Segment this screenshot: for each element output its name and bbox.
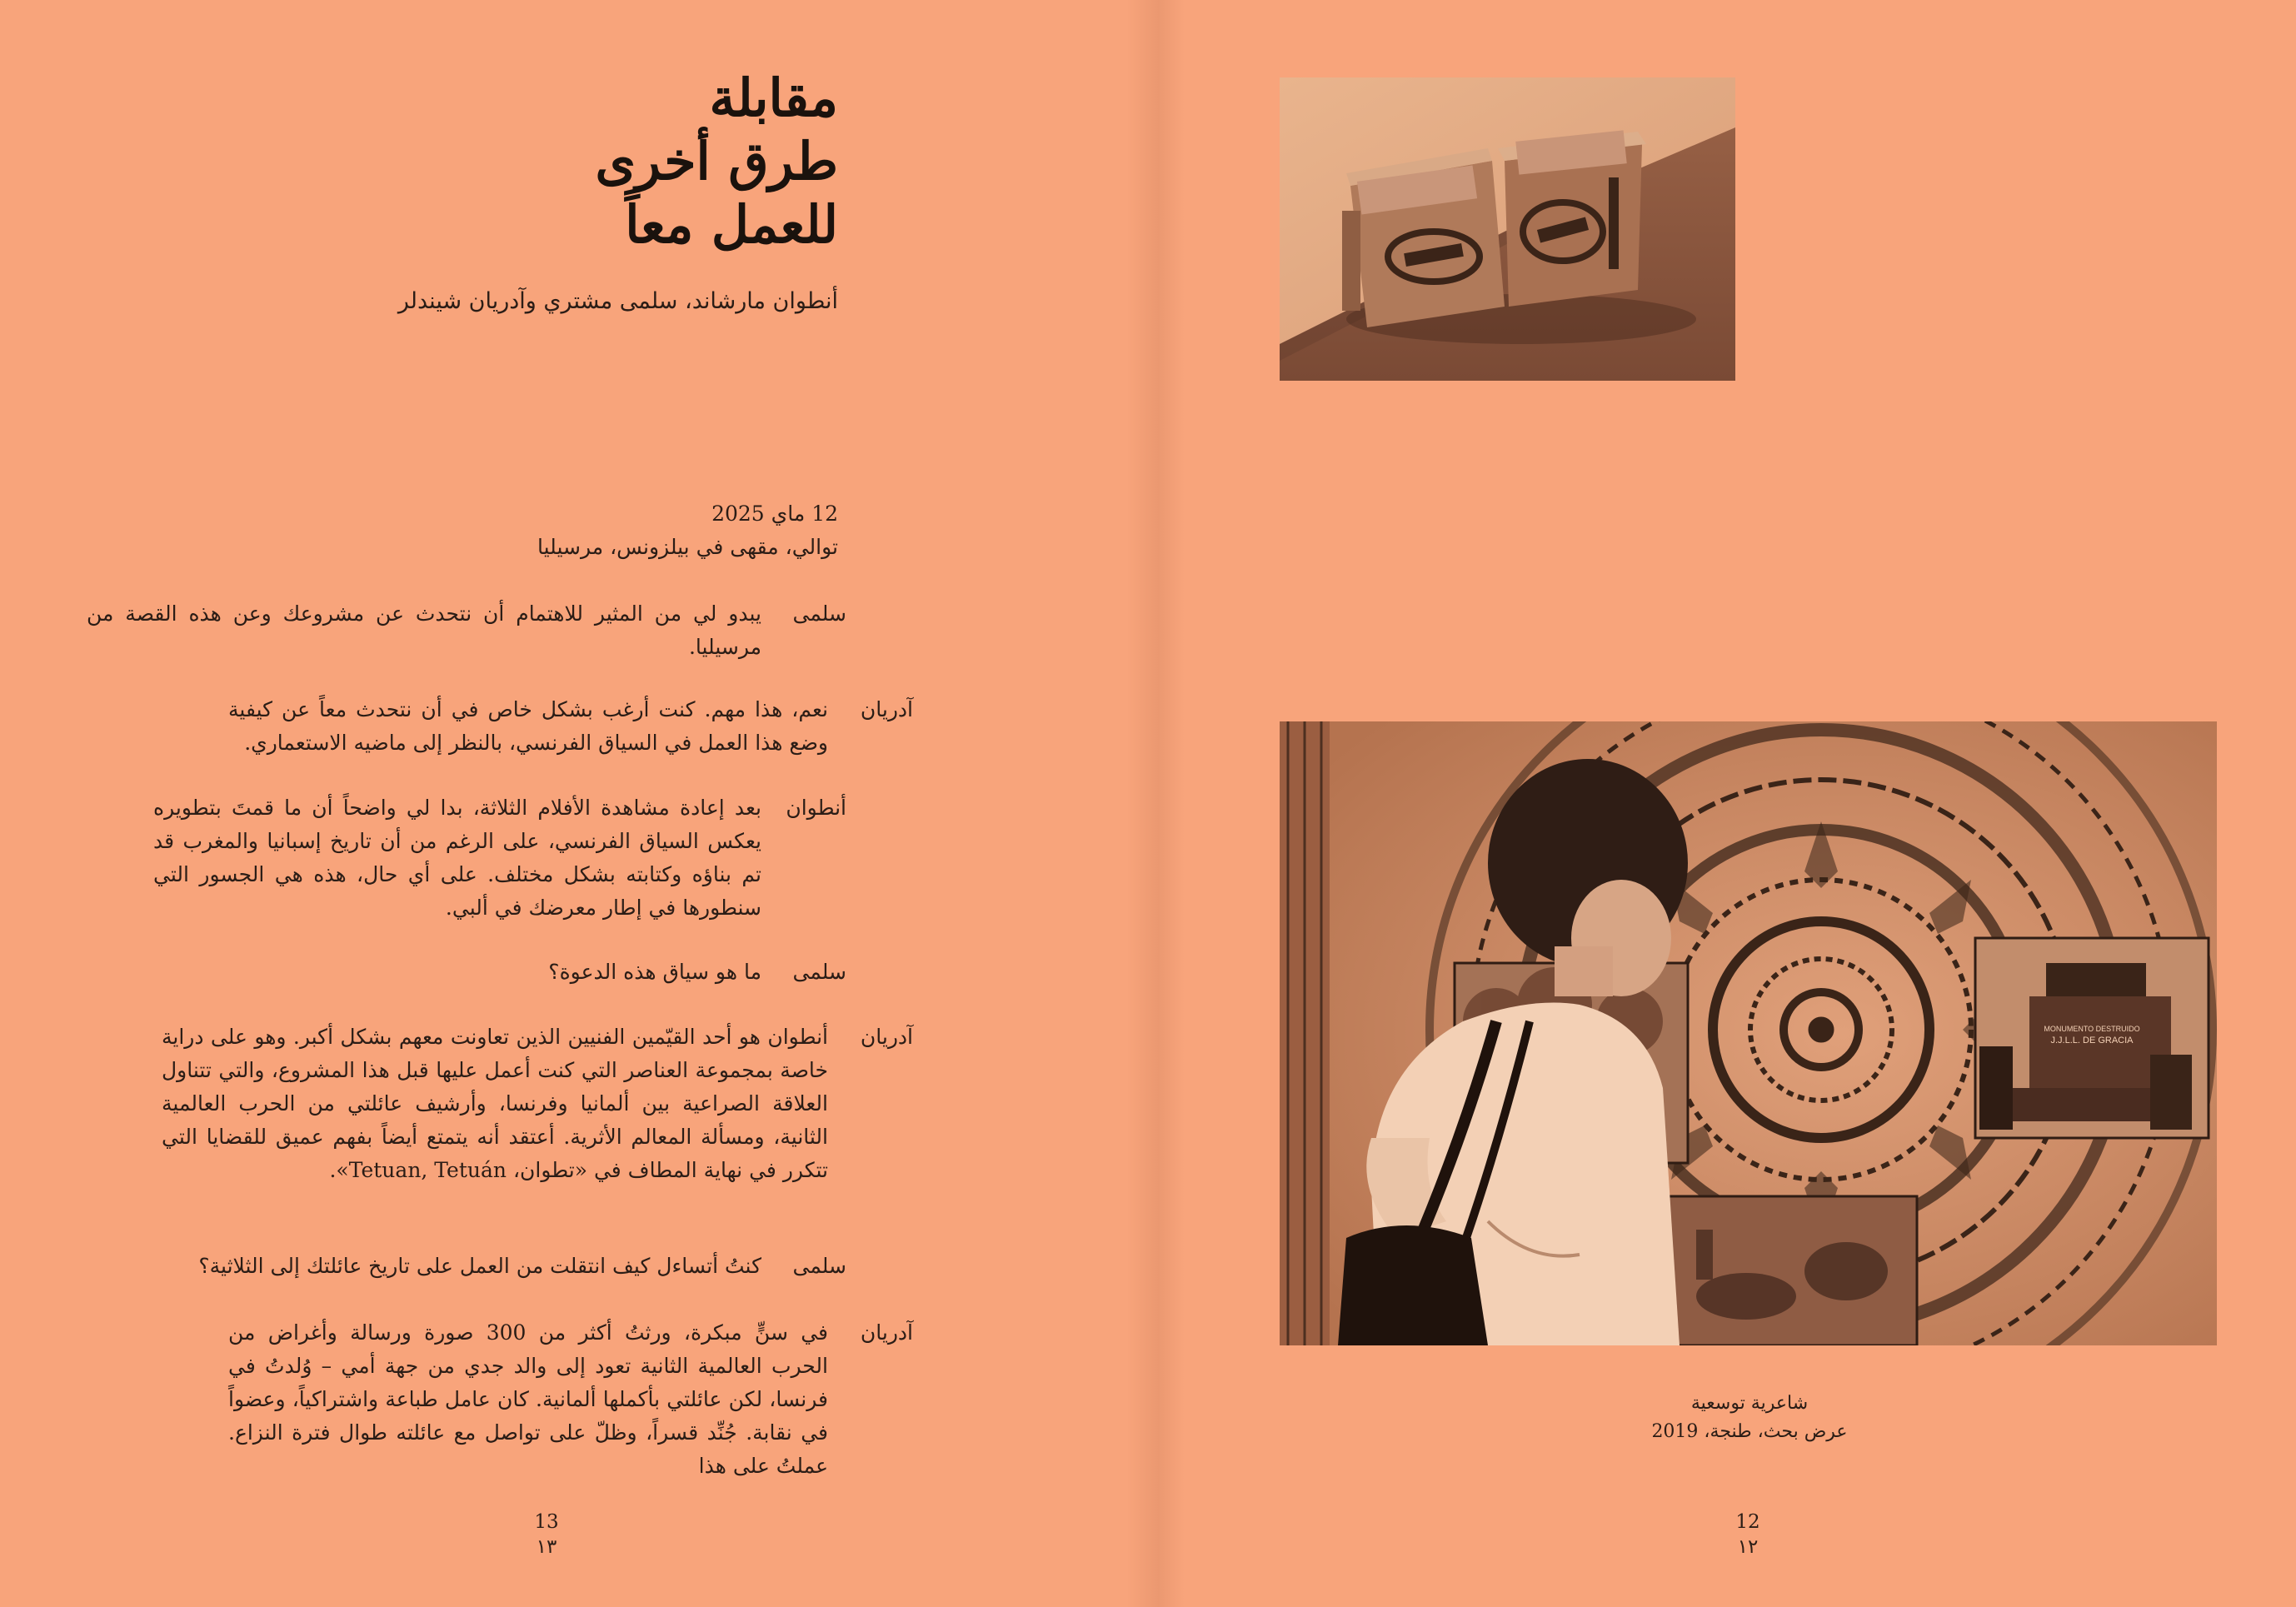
monument-sign-text: MONUMENTO DESTRUIDO	[2044, 1025, 2140, 1033]
speech-text: في سنٍّ مبكرة، ورثتُ أكثر من 300 صورة ورسالة وأغراض من الحرب العالمية الثانية تعود إلى والد جدي من جهة أمي – وُلدتُ في فرنسا، لكن عائلتي بأكملها ألمانية. كان عامل طباعة واشتراكياً، وعضواً في نقابة. جُنِّد قسراً، وظلّ على تواصل مع عائلته طوال فترة النزاع. عملتُ على هذا	[228, 1320, 828, 1478]
interview-meta	[172, 497, 838, 564]
speech-text: أنطوان هو أحد القيّمين الفنيين الذين تعاونت معهم بشكل أكبر. وهو على دراية خاصة بمجموعة العناصر التي كنت أعمل عليها قبل هذا المشروع، والتي تتناول العلاقة الصراعية بين ألمانيا وفرنسا، وأرشيف عائلتي من الحرب العالمية الثانية، ومسألة المعالم الأثرية. أعتقد أنه يتمتع أيضاً بفهم عميق للقضايا التي تتكرر في نهاية المطاف في «تطوان، Tetuan, Tetuán».	[162, 1025, 828, 1182]
speaker-name: سلمى	[792, 960, 846, 984]
speech-text: يبدو لي من المثير للاهتمام أن نتحدث عن مشروعك وعن هذه القصة من مرسيليا.	[87, 601, 761, 659]
page-number-arabic: ١٢	[1737, 1536, 1759, 1558]
speech-text: كنتُ أتساءل كيف انتقلت من العمل على تاريخ عائلتك إلى الثلاثية؟	[198, 1254, 761, 1278]
speech-text: ما هو سياق هذه الدعوة؟	[548, 960, 761, 984]
svg-text:J.J.L.L. DE GRACIA: J.J.L.L. DE GRACIA	[2050, 1036, 2134, 1046]
dialogue-turn	[130, 693, 913, 760]
mandala-photo	[1280, 721, 2217, 1345]
caption-title: شاعرية توسعية	[1690, 1393, 1809, 1414]
page-number-left	[497, 1510, 596, 1560]
speaker-name: آدريان	[860, 1320, 913, 1345]
dialogue-turn	[130, 791, 846, 925]
title-line: مقابلة	[709, 67, 838, 128]
authors-line: أنطوان مارشاند، سلمى مشتري وآدريان شيندلر	[397, 288, 838, 314]
dialogue-turn	[130, 1250, 846, 1283]
interview-date: 12 ماي 2025	[711, 502, 838, 526]
caption-detail: عرض بحث، طنجة، 2019	[1651, 1421, 1848, 1442]
title-line: طرق أخرى	[595, 131, 838, 192]
speaker-name: سلمى	[792, 1254, 846, 1278]
title-line: للعمل معاً	[625, 194, 838, 255]
page-number: 13	[534, 1511, 559, 1533]
photo-caption	[1583, 1390, 1916, 1446]
boxes-photo	[1280, 77, 1735, 381]
speech-text: بعد إعادة مشاهدة الأفلام الثلاثة، بدا لي واضحاً أن ما قمتَ بتطويره يعكس السياق الفرنسي، على الرغم من أن تاريخ إسبانيا والمغرب قد تم بناؤه وكتابته بشكل مختلف. على أي حال، هذه هي الجسور التي سنطورها في إطار معرضك في ألبي.	[153, 796, 761, 920]
dialogue-turn	[130, 1021, 913, 1220]
page-number-right	[1698, 1510, 1798, 1560]
page-number: 12	[1735, 1511, 1760, 1533]
article-title	[255, 67, 838, 257]
dialogue-turn	[87, 597, 846, 664]
mandala-photo-image	[1280, 721, 2217, 1345]
speaker-name: آدريان	[860, 697, 913, 721]
interview-location: توالي، مقهى في بيلزونس، مرسيليا	[537, 535, 838, 559]
page-number-arabic: ١٣	[536, 1536, 557, 1558]
speaker-name: أنطوان	[786, 796, 846, 820]
boxes-photo-image	[1280, 77, 1735, 381]
speaker-name: آدريان	[860, 1025, 913, 1049]
dialogue-turn	[130, 1316, 913, 1478]
dialogue-turn	[130, 956, 846, 989]
speaker-name: سلمى	[792, 601, 846, 626]
speech-text: نعم، هذا مهم. كنت أرغب بشكل خاص في أن نتحدث معاً عن كيفية وضع هذا العمل في السياق الفرنسي، بالنظر إلى ماضيه الاستعماري.	[228, 697, 828, 755]
book-gutter	[1126, 0, 1185, 1607]
